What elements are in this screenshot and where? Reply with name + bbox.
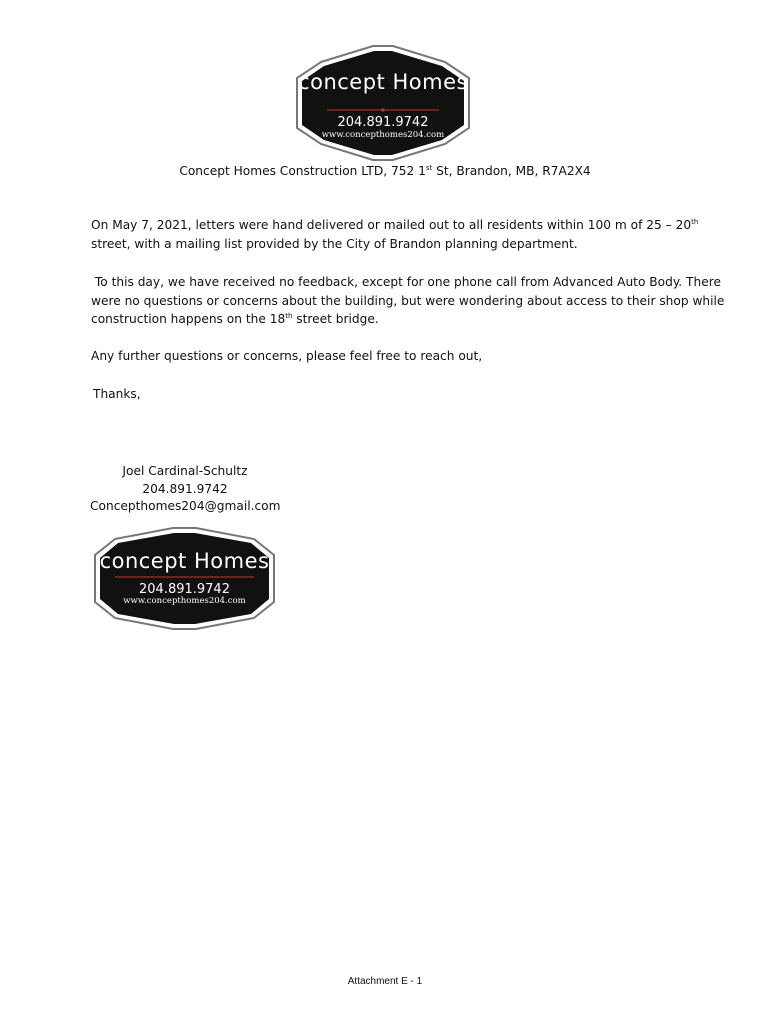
logo-badge-shape (293, 44, 473, 162)
paragraph-feedback (91, 273, 724, 329)
superscript: th (285, 312, 293, 320)
paragraph-notification (91, 216, 698, 253)
text-span: street bridge. (292, 312, 379, 326)
company-address (0, 162, 770, 181)
paragraph-line: street, with a mailing list provided by the City of Brandon planning department. (91, 236, 578, 251)
company-logo-signature (93, 527, 276, 630)
paragraph-line (91, 216, 698, 235)
closing-thanks: Thanks, (93, 387, 141, 401)
logo-phone: 204.891.9742 (139, 582, 230, 597)
signature-phone: 204.891.9742 (142, 482, 228, 496)
attachment-footer: Attachment E - 1 (347, 976, 423, 987)
paragraph-line: were no questions or concerns about the building, but were wondering about access to their shop while (91, 293, 725, 308)
paragraph-closing: Any further questions or concerns, please feel free to reach out, (91, 349, 483, 363)
logo-company-name: concept Homes (99, 549, 270, 573)
paragraph-line (91, 310, 724, 329)
logo-website: www.concepthomes204.com (321, 130, 445, 140)
text-span: On May 7, 2021, letters were hand delivered or mailed out to all residents within 100 m of 25 – 20 (91, 218, 692, 232)
logo-company-name: concept Homes (298, 70, 468, 94)
logo-badge-shape (93, 527, 276, 630)
address-part-2: St, Brandon, MB, R7A2X4 (432, 164, 591, 178)
signature-name: Joel Cardinal-Schultz (122, 464, 248, 478)
address-part-1: Concept Homes Construction LTD, 752 1 (179, 164, 426, 178)
text-span: construction happens on the 18 (91, 312, 286, 326)
address-superscript: st (425, 164, 433, 172)
company-logo-header (293, 44, 473, 162)
logo-website: www.concepthomes204.com (123, 596, 246, 606)
signature-email: Concepthomes204@gmail.com (90, 499, 281, 513)
superscript: th (691, 218, 699, 226)
paragraph-line: To this day, we have received no feedback, except for one phone call from Advanced Auto Body. There (91, 275, 721, 289)
logo-phone: 204.891.9742 (337, 115, 429, 130)
